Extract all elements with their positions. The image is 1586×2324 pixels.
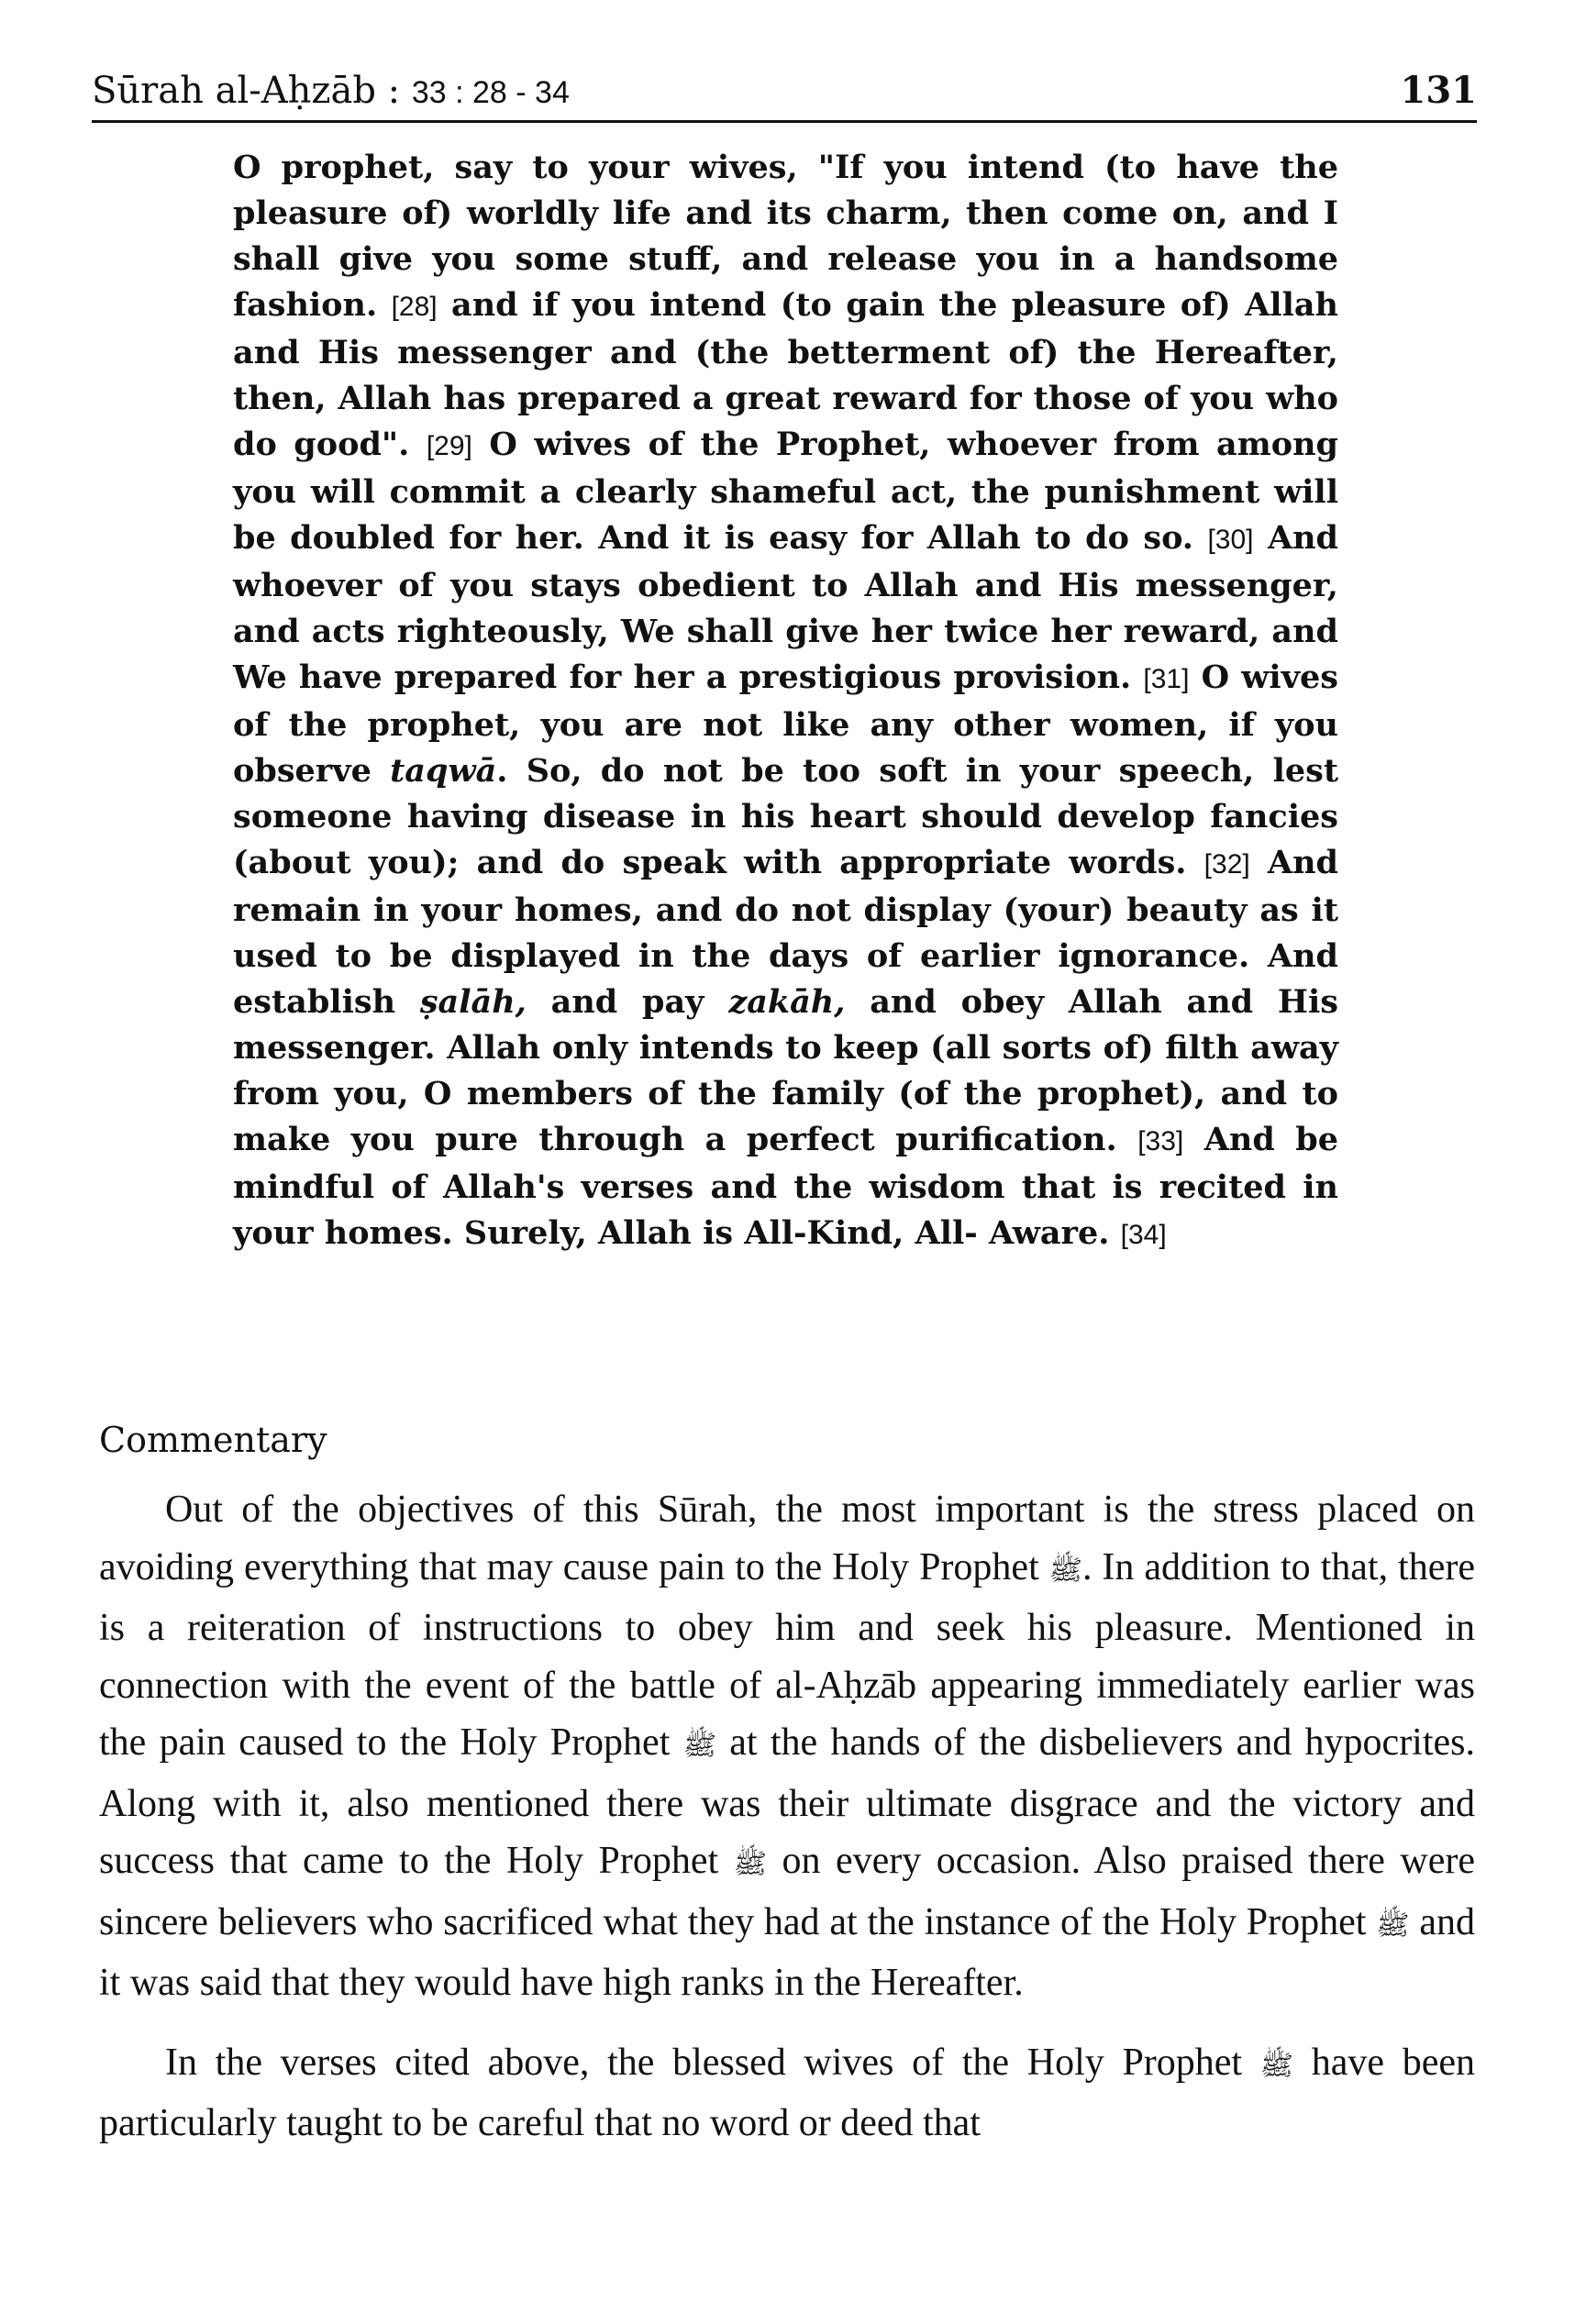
verse-text: and if you intend (to gain the pleasure of) Allah and His messenger and (the betterment of) the Hereafter, then, Allah has prepared a great reward for those of you who do good".	[233, 286, 1339, 463]
commentary-heading: Commentary	[99, 1420, 327, 1460]
commentary-paragraph	[99, 1481, 1475, 2012]
verse-text: And be mindful of Allah's verses and the wisdom that is recited in your homes. Surely, Allah is All-Kind, All- Aware.	[233, 1121, 1338, 1252]
verse-reference: 33 : 28 - 34	[411, 75, 570, 110]
verse-number: [28]	[391, 292, 438, 322]
paragraph-text: . In addition to that, there is a reiteration of instructions to obey him and seek his pleasure. Mentioned in connection with the event of the battle of al-Aḥzāb appearing immediately earlier was the pain caused to the Holy Prophet	[99, 1545, 1475, 1764]
transliterated-term: ṣalāh,	[419, 983, 527, 1021]
commentary-body	[99, 1481, 1475, 2152]
verse-text: and pay	[550, 983, 704, 1021]
paragraph-text: have been particularly taught to be careful that no word or deed that	[99, 2041, 1475, 2144]
paragraph-text: Out of the objectives of this Sūrah, the most important is the stress placed on avoiding everything that may cause pain to the Holy Prophet	[99, 1488, 1475, 1588]
verse-text: And remain in your homes, and do not display (your) beauty as it used to be displayed in the days of earlier ignorance. And establish	[233, 844, 1338, 1021]
page-number: 131	[1400, 69, 1477, 112]
salutation-glyph: ﷺ	[1376, 1909, 1410, 1942]
verse-number: [34]	[1120, 1220, 1167, 1250]
surah-title: Sūrah al-Aḥzāb :	[92, 70, 401, 112]
paragraph-text: at the hands of the disbelievers and hypocrites. Along with it, also mentioned there was their ultimate disgrace and the victory and success that came to the Holy Prophet	[99, 1721, 1476, 1882]
paragraph-text: and it was said that they would have high ranks in the Hereafter.	[99, 1900, 1476, 2004]
verse-text: O wives of the prophet, you are not like any other women, if you observe	[233, 658, 1339, 790]
salutation-glyph: ﷺ	[1048, 1554, 1082, 1587]
translation-text	[233, 145, 1338, 1258]
paragraph-text: on every occasion. Also praised there were sincere believers who sacrificed what they had at the instance of the Holy Prophet	[99, 1840, 1476, 1943]
salutation-glyph: ﷺ	[1259, 2049, 1294, 2082]
verse-text: and obey Allah and His messenger. Allah only intends to keep (all sorts of) filth away from you, O members of the family (of the prophet), and to make you pure through a perfect purification.	[233, 983, 1338, 1158]
verse-text: O wives of the Prophet, whoever from among you will commit a clearly shameful act, the punishment will be doubled for her. And it is easy for Allah to do so.	[233, 426, 1338, 557]
salutation-glyph: ﷺ	[733, 1848, 767, 1880]
paragraph-text: In the verses cited above, the blessed wives of the Holy Prophet	[165, 2041, 1243, 2084]
verse-number: [29]	[426, 431, 472, 461]
transliterated-term: zakāh,	[728, 983, 846, 1021]
verse-text: . So, do not be too soft in your speech, lest someone having disease in his heart should develop fancies (about you); and do speak with appropriate words.	[233, 752, 1339, 881]
salutation-glyph: ﷺ	[682, 1730, 716, 1762]
running-title	[92, 70, 570, 112]
header-rule	[92, 120, 1477, 123]
page-header	[92, 57, 1477, 112]
translation-block	[233, 145, 1338, 1258]
verse-text: O prophet, say to your wives, "If you intend (to have the pleasure of) worldly life and its charm, then come on, and I shall give you some stuff, and release you in a handsome fashion.	[233, 149, 1338, 324]
verse-number: [32]	[1203, 849, 1250, 880]
verse-number: [33]	[1137, 1126, 1184, 1156]
verse-number: [30]	[1207, 525, 1254, 555]
transliterated-term: taqwā	[390, 752, 497, 790]
verse-text: And whoever of you stays obedient to Allah and His messenger, and acts righteously, We shall give her twice her reward, and We have prepared for her a prestigious provision.	[233, 519, 1339, 696]
verse-number: [31]	[1143, 664, 1190, 694]
commentary-paragraph	[99, 2034, 1475, 2152]
